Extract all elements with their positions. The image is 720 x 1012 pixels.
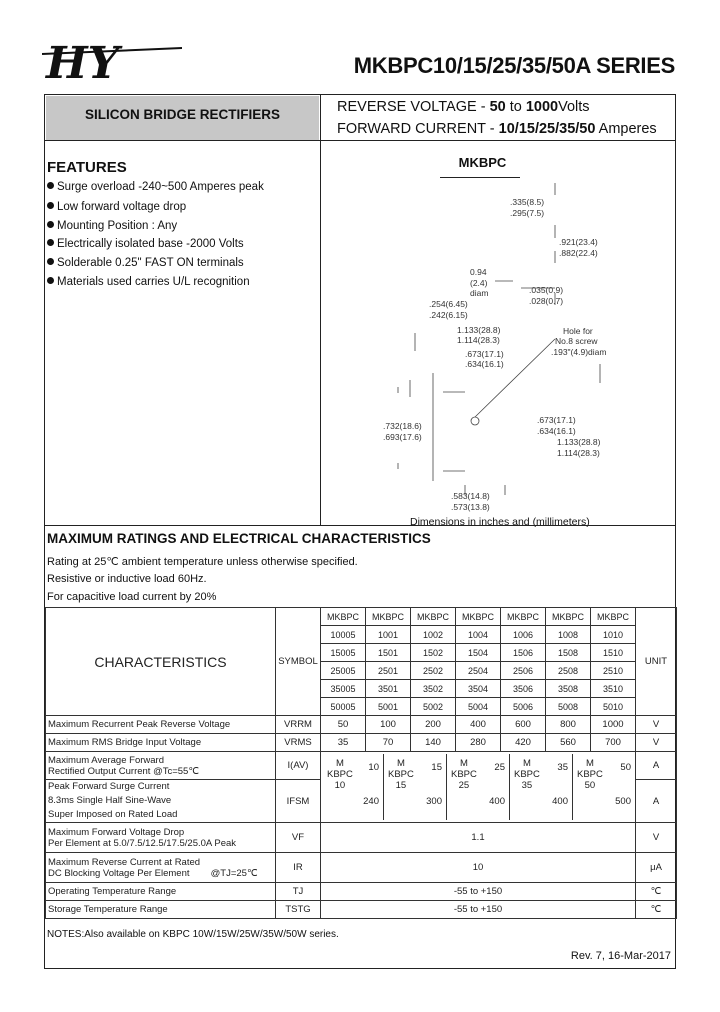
table-row: Peak Forward Surge Current 8.3ms Single Half Sine-Wave Super Imposed on Rated Load IFSM A	[46, 780, 677, 823]
table-row: CHARACTERISTICS SYMBOL MKBPC MKBPC MKBPC MKBPC MKBPC MKBPC MKBPC UNIT	[46, 608, 677, 626]
feature-item: Solderable 0.25" FAST ON terminals	[47, 257, 244, 269]
table-row: Maximum Recurrent Peak Reverse Voltage VRRM 50 100 200 400 600 800 1000 V	[46, 716, 677, 734]
footer-notes: NOTES:Also available on KBPC 10W/15W/25W/35W/50W series.	[47, 929, 339, 940]
table-row: 50005 5001 5002 5004 5006 5008 5010	[46, 698, 677, 716]
ratings-title: MAXIMUM RATINGS AND ELECTRICAL CHARACTERISTICS	[47, 531, 431, 546]
symbol-header: SYMBOL	[276, 608, 321, 716]
dim-label: .634(16.1)	[537, 426, 576, 436]
dim-label: .583(14.8)	[451, 491, 490, 501]
table-row: Operating Temperature Range TJ -55 to +150 ℃	[46, 883, 677, 901]
package-label: MKBPC	[458, 155, 507, 170]
table-row: Maximum Reverse Current at Rated DC Blocking Voltage Per Element @TJ=25℃ IR 10 μA	[46, 853, 677, 883]
product-type: SILICON BRIDGE RECTIFIERS	[84, 107, 280, 122]
forward-current-line: FORWARD CURRENT - 10/15/25/35/50 Amperes	[337, 121, 657, 137]
table-row: 25005 2501 2502 2504 2506 2508 2510	[46, 662, 677, 680]
dim-label: (2.4)	[470, 278, 488, 288]
table-row: 15005 1501 1502 1504 1506 1508 1510	[46, 644, 677, 662]
table-row: Maximum Average Forward Rectified Output Current @Tc=55℃ I(AV) M KBPC 10 10 240 M KBPC 15 15 300 M KBPC 25 25 400 M KBPC 35 35 400 M KBPC 50 50 500 A	[46, 752, 677, 780]
current-rating-block: M KBPC 10 10 240 M KBPC 15 15 300 M KBPC 25 25 400 M KBPC 35 35 400 M KBPC 50 50 500	[321, 752, 636, 823]
rating-note: Rating at 25℃ ambient temperature unless otherwise specified.	[47, 556, 358, 568]
rating-note: For capacitive load current by 20%	[47, 591, 217, 603]
unit-header: UNIT	[636, 608, 677, 716]
dim-label: .035(0.9)	[529, 285, 564, 295]
dim-label: .573(13.8)	[451, 502, 490, 512]
dim-label: .882(22.4)	[559, 248, 598, 258]
feature-item: Mounting Position : Any	[47, 220, 177, 232]
dim-label: 1.114(28.3)	[557, 448, 600, 458]
dim-label: .673(17.1)	[537, 415, 576, 425]
table-row: 10005 1001 1002 1004 1006 1008 1010	[46, 626, 677, 644]
dim-label: .295(7.5)	[510, 208, 545, 218]
dim-label: No.8 screw	[555, 336, 598, 346]
rating-note: Resistive or inductive load 60Hz.	[47, 573, 207, 585]
dim-label: 0.94	[470, 267, 487, 277]
feature-item: Surge overload -240~500 Amperes peak	[47, 181, 264, 193]
dim-label: .673(17.1)	[465, 349, 504, 359]
dimensions-caption: Dimensions in inches and (millimeters)	[410, 516, 590, 528]
logo-text: HY	[46, 40, 119, 84]
revision: Rev. 7, 16-Mar-2017	[570, 950, 671, 962]
package-outline-drawing	[325, 183, 665, 513]
datasheet-frame	[44, 94, 676, 969]
dim-label: .242(6.15)	[429, 310, 468, 320]
dim-label: 1.133(28.8)	[557, 437, 601, 447]
dim-label: Hole for	[563, 326, 593, 336]
feature-item: Low forward voltage drop	[47, 201, 186, 213]
dim-label: .693(17.6)	[383, 432, 422, 442]
dim-label: .028(0.7)	[529, 296, 564, 306]
series-title: MKBPC10/15/25/35/50A SERIES	[353, 53, 675, 78]
dim-label: .921(23.4)	[559, 237, 598, 247]
characteristics-table	[45, 607, 677, 919]
feature-item: Materials used carries U/L recognition	[47, 276, 250, 288]
dim-label: diam	[470, 288, 489, 298]
dim-label: .193"(4.9)diam	[551, 347, 607, 357]
table-row: 35005 3501 3502 3504 3506 3508 3510	[46, 680, 677, 698]
characteristics-header: CHARACTERISTICS	[46, 608, 276, 716]
dim-label: .254(6.45)	[429, 299, 468, 309]
feature-item: Electrically isolated base -2000 Volts	[47, 238, 244, 250]
dim-label: 1.133(28.8)	[457, 325, 501, 335]
table-row: Maximum Forward Voltage Drop Per Element at 5.0/7.5/12.5/17.5/25.0A Peak VF 1.1 V	[46, 823, 677, 853]
reverse-voltage-line: REVERSE VOLTAGE - 50 to 1000Volts	[337, 99, 590, 115]
dim-label: 1.114(28.3)	[457, 335, 500, 345]
features-title: FEATURES	[47, 159, 127, 176]
table-row: Maximum RMS Bridge Input Voltage VRMS 35 70 140 280 420 560 700 V	[46, 734, 677, 752]
dim-label: .732(18.6)	[383, 421, 422, 431]
table-row: Storage Temperature Range TSTG -55 to +150 ℃	[46, 901, 677, 919]
hy-logo	[42, 40, 182, 84]
dim-label: .335(8.5)	[510, 197, 545, 207]
dim-label: .634(16.1)	[465, 359, 504, 369]
